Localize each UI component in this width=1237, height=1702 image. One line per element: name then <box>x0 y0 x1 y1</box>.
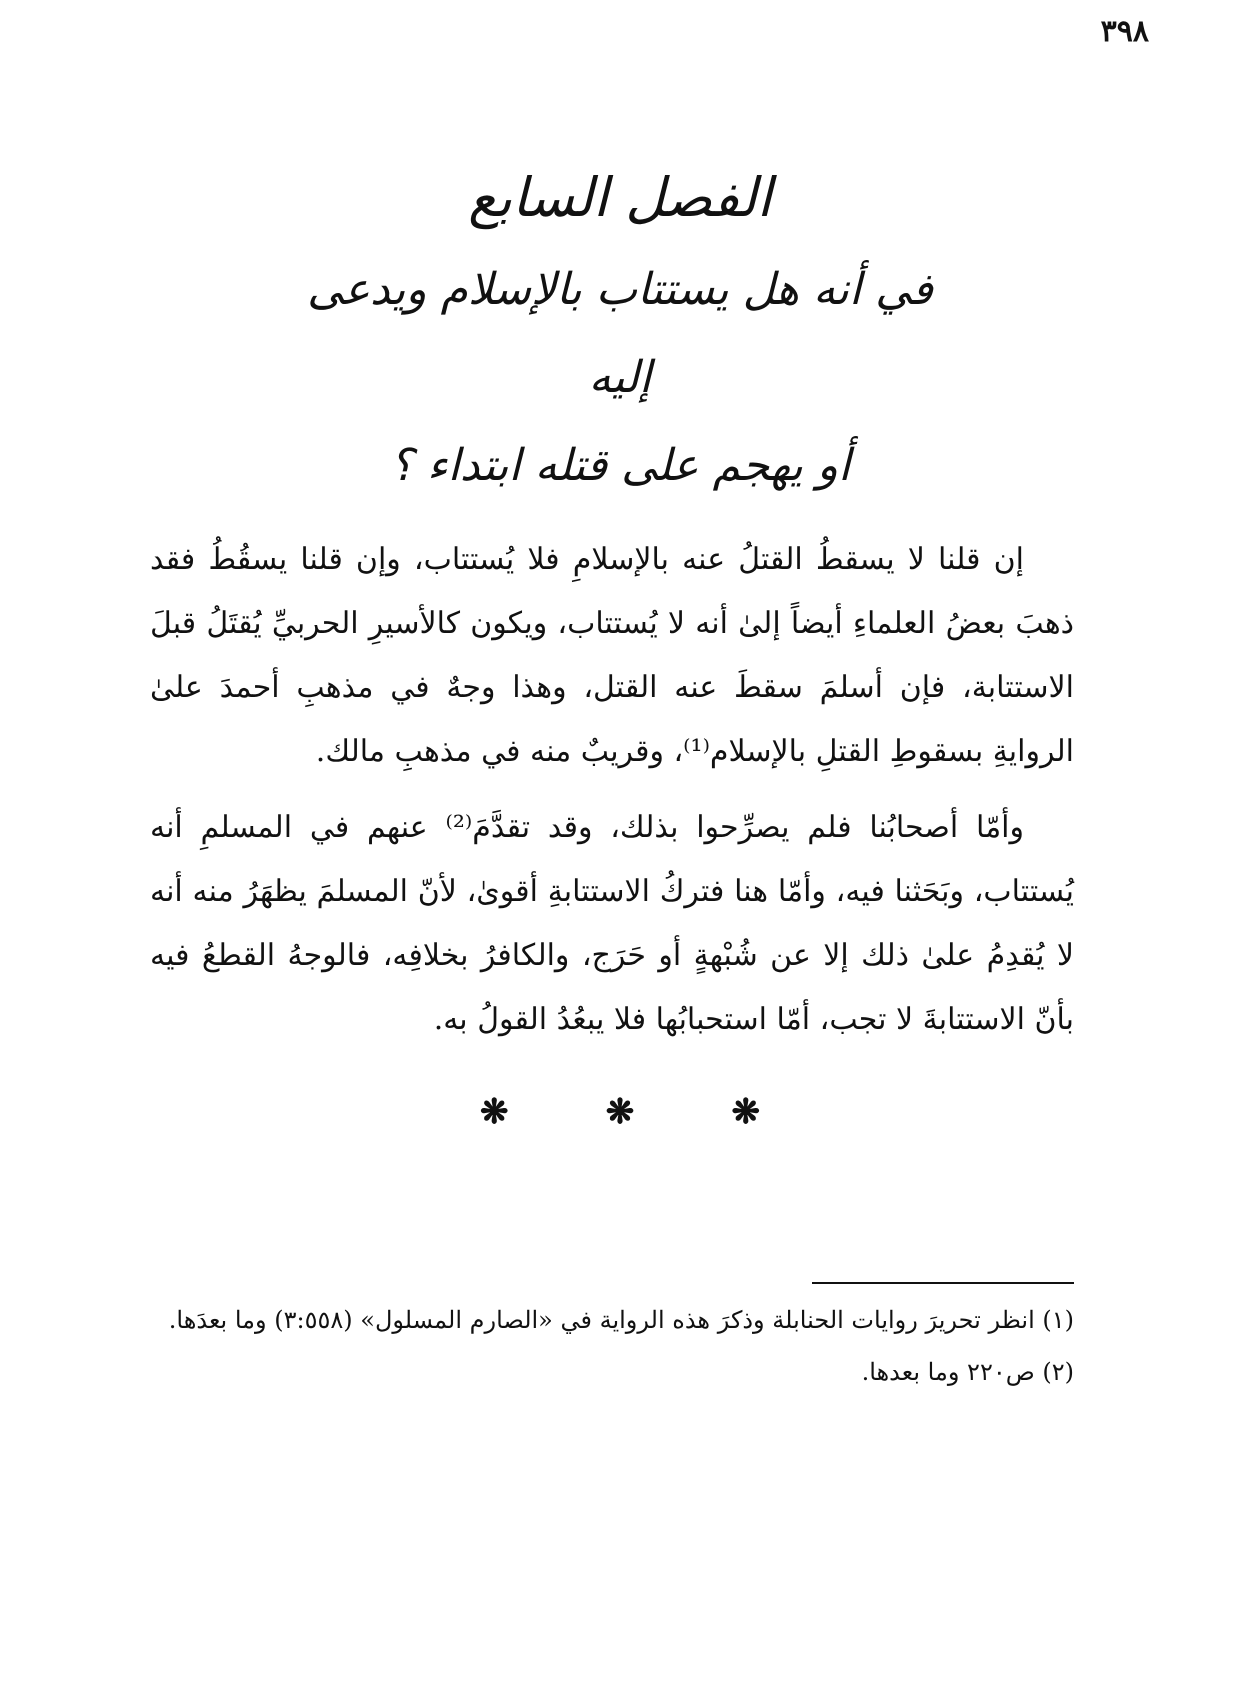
footnotes <box>150 1298 1074 1402</box>
body-text <box>150 528 1074 1064</box>
body-paragraph-2: وأمّا أصحابُنا فلم يصرِّحوا بذلك، وقد تقدَّمَ⁽²⁾ عنهم في المسلمِ أنه يُستتاب، وبَحَثنا فيه، وأمّا هنا فتركُ الاستتابةِ أقوىٰ، لأنّ المسلمَ يظهَرُ منه أنه لا يُقدِمُ علىٰ ذلك إلا عن شُبْهةٍ أو حَرَج، والكافرُ بخلافِه، فالوجهُ القطعُ فيه بأنّ الاستتابةَ لا تجب، أمّا استحبابُها فلا يبعُدُ القولُ به. <box>150 810 1074 1037</box>
chapter-subtitle-line-2: أو يهجم على قتله ابتداء ؟ <box>389 440 851 491</box>
footnote-2: (٢) ص٢٢٠ وما بعدها. <box>861 1358 1074 1386</box>
separator-star: ❋ <box>731 1092 760 1132</box>
chapter-subtitle-line-1: في أنه هل يستتاب بالإسلام ويدعى إليه <box>307 264 933 403</box>
chapter-heading <box>300 150 940 510</box>
chapter-title: الفصل السابع <box>468 166 772 229</box>
separator-star: ❋ <box>605 1092 635 1132</box>
footnote-1: (١) انظر تحريرَ روايات الحنابلة وذكرَ هذه الرواية في «الصارم المسلول» (٣:٥٥٨) وما بعدَها. <box>168 1306 1074 1334</box>
footnote-divider <box>812 1282 1074 1284</box>
body-paragraph-1: إن قلنا لا يسقطُ القتلُ عنه بالإسلامِ فلا يُستتاب، وإن قلنا يسقُطُ فقد ذهبَ بعضُ العلماءِ أيضاً إلىٰ أنه لا يُستتاب، ويكون كالأسيرِ الحربيِّ يُقتَلُ قبلَ الاستتابة، فإن أسلمَ سقطَ عنه القتل، وهذا وجهٌ في مذهبِ أحمدَ علىٰ الروايةِ بسقوطِ القتلِ بالإسلام⁽¹⁾، وقريبٌ منه في مذهبِ مالك. <box>150 542 1074 769</box>
section-separator <box>480 1092 760 1132</box>
separator-star: ❋ <box>480 1092 509 1132</box>
page-number: ٣٩٨ <box>1100 14 1149 49</box>
